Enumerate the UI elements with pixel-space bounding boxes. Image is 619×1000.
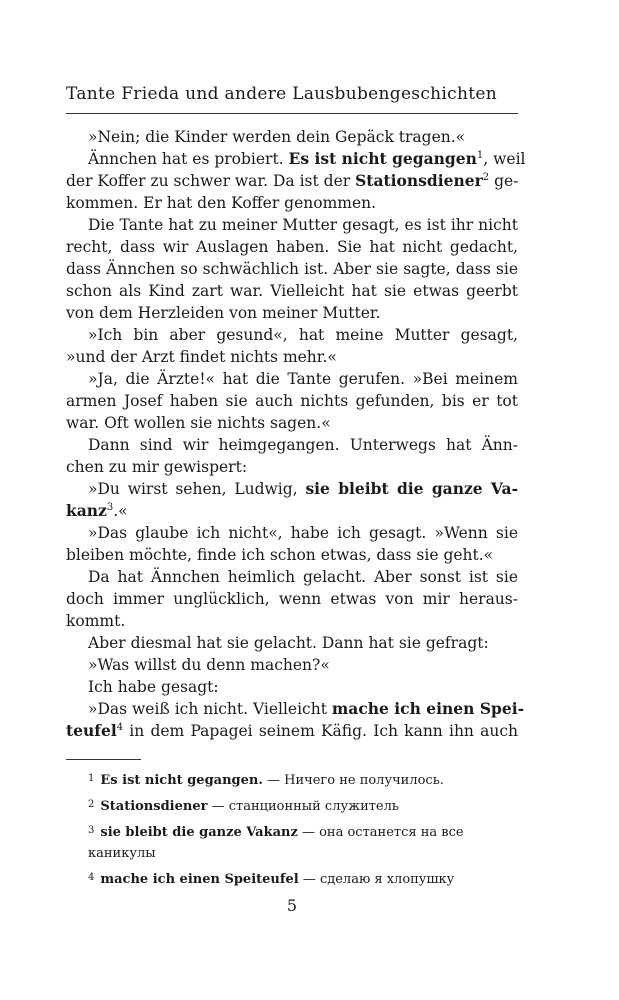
book-page xyxy=(66,0,526,1000)
text-line xyxy=(66,654,518,676)
bold-phrase: kanz xyxy=(66,501,107,520)
footnote-term: Stationsdiener xyxy=(100,799,208,814)
bold-phrase: Es ist nicht gegangen xyxy=(288,149,477,168)
text-line xyxy=(66,148,526,170)
text-run: »Ja, die Ärzte!« hat die Tante gerufen. »Bei meinem xyxy=(88,370,518,388)
text-line xyxy=(66,610,518,632)
footnote xyxy=(66,794,518,817)
footnote-number: 2 xyxy=(88,799,95,810)
text-line xyxy=(66,368,518,390)
header-rule xyxy=(66,113,518,114)
text-run: kommt. xyxy=(66,612,126,630)
text-run: Ich habe gesagt: xyxy=(88,678,219,696)
bold-phrase: mache ich einen Spei- xyxy=(331,699,525,718)
text-line xyxy=(66,522,518,544)
text-line xyxy=(66,192,518,214)
text-line xyxy=(66,280,518,302)
text-run: ge- xyxy=(489,172,519,190)
text-run: war. Oft wollen sie nichts sagen.« xyxy=(66,414,331,432)
footnote-ref: 3 xyxy=(106,502,114,513)
footnote-ref: 2 xyxy=(482,172,490,183)
text-line xyxy=(66,126,518,148)
footnote-rule xyxy=(66,759,141,760)
text-line xyxy=(66,346,518,368)
text-line xyxy=(66,214,518,236)
text-run: »Du wirst sehen, Ludwig, xyxy=(88,480,306,498)
text-run: »und der Arzt findet nichts mehr.« xyxy=(66,348,337,366)
text-line xyxy=(66,258,518,280)
footnote-translation: станционный служитель xyxy=(228,799,399,814)
footnote xyxy=(66,768,518,791)
footnotes xyxy=(66,768,518,893)
text-run: von dem Herzleiden von meiner Mutter. xyxy=(66,304,381,322)
text-line xyxy=(66,698,525,720)
text-run: Dann sind wir heimgegangen. Unterwegs hat Änn- xyxy=(88,436,518,454)
text-line xyxy=(66,324,518,346)
text-run: Da hat Ännchen heimlich gelacht. Aber sonst ist sie xyxy=(88,568,518,586)
footnote-dash: — xyxy=(298,872,320,887)
text-run: »Das glaube ich nicht«, habe ich gesagt. »Wenn sie xyxy=(88,524,518,542)
text-run: kommen. Er hat den Koffer genommen. xyxy=(66,194,377,212)
body-text xyxy=(66,126,526,742)
text-line xyxy=(66,236,518,258)
text-run: Die Tante hat zu meiner Mutter gesagt, es ist ihr nicht xyxy=(88,216,518,234)
bold-phrase: Stationsdiener xyxy=(355,171,483,190)
text-line xyxy=(66,676,518,698)
footnote-number: 1 xyxy=(88,773,95,784)
text-run: »Das weiß ich nicht. Vielleicht xyxy=(88,700,332,718)
bold-phrase: teufel xyxy=(66,721,117,740)
footnote xyxy=(66,867,518,890)
footnote-ref: 4 xyxy=(116,722,124,733)
text-run: »Nein; die Kinder werden dein Gepäck tragen.« xyxy=(88,128,466,146)
footnote-translation: Ничего не получилось. xyxy=(284,773,444,788)
footnote-ref: 1 xyxy=(476,150,484,161)
text-run: »Was willst du denn machen?« xyxy=(88,656,330,674)
text-run: Ännchen hat es probiert. xyxy=(88,150,289,168)
text-run: chen zu mir gewispert: xyxy=(66,458,248,476)
text-line xyxy=(66,566,518,588)
text-run: schon als Kind zart war. Vielleicht hat sie etwas geerbt xyxy=(66,282,518,300)
text-run: .« xyxy=(113,502,128,520)
footnote-term: Es ist nicht gegangen. xyxy=(100,773,263,788)
text-line xyxy=(66,412,518,434)
running-head-title: Tante Frieda und andere Lausbubengeschichten xyxy=(66,84,497,104)
text-line xyxy=(66,170,518,192)
text-run: dass Ännchen so schwächlich ist. Aber sie sagte, dass sie xyxy=(66,260,518,278)
text-run: armen Josef haben sie auch nichts gefunden, bis er tot xyxy=(66,392,518,410)
text-run: doch immer unglücklich, wenn etwas von mir heraus- xyxy=(66,590,518,608)
text-line xyxy=(66,632,518,654)
text-run: Aber diesmal hat sie gelacht. Dann hat sie gefragt: xyxy=(88,634,489,652)
text-line xyxy=(66,390,518,412)
footnote-term: mache ich einen Speiteufel xyxy=(100,872,299,887)
footnote xyxy=(66,820,518,864)
text-run: bleiben möchte, finde ich schon etwas, dass sie geht.« xyxy=(66,546,494,564)
text-line xyxy=(66,478,518,500)
footnote-number: 3 xyxy=(88,825,95,836)
footnote-translation: сделаю я хлопушку xyxy=(319,872,455,887)
footnote-term: sie bleibt die ganze Vakanz xyxy=(100,825,298,840)
text-run: der Koffer zu schwer war. Da ist der xyxy=(66,172,356,190)
text-line xyxy=(66,456,518,478)
bold-phrase: sie bleibt die ganze Va- xyxy=(305,479,518,498)
text-run: in dem Papagei seinem Käfig. Ich kann ihn auch xyxy=(123,722,518,740)
footnote-translation: она останется на все каникулы xyxy=(88,825,464,861)
footnote-dash: — xyxy=(207,799,229,814)
footnote-number: 4 xyxy=(88,872,95,883)
text-run: , weil xyxy=(483,150,526,168)
text-line xyxy=(66,588,518,610)
text-run: recht, dass wir Auslagen haben. Sie hat nicht gedacht, xyxy=(66,238,518,256)
text-line xyxy=(66,720,518,742)
text-line xyxy=(66,434,518,456)
text-line xyxy=(66,500,518,522)
text-line xyxy=(66,302,518,324)
text-line xyxy=(66,544,518,566)
page-number: 5 xyxy=(286,896,298,915)
text-run: »Ich bin aber gesund«, hat meine Mutter gesagt, xyxy=(88,326,518,344)
footnote-dash: — xyxy=(297,825,320,840)
footnote-dash: — xyxy=(262,773,285,788)
